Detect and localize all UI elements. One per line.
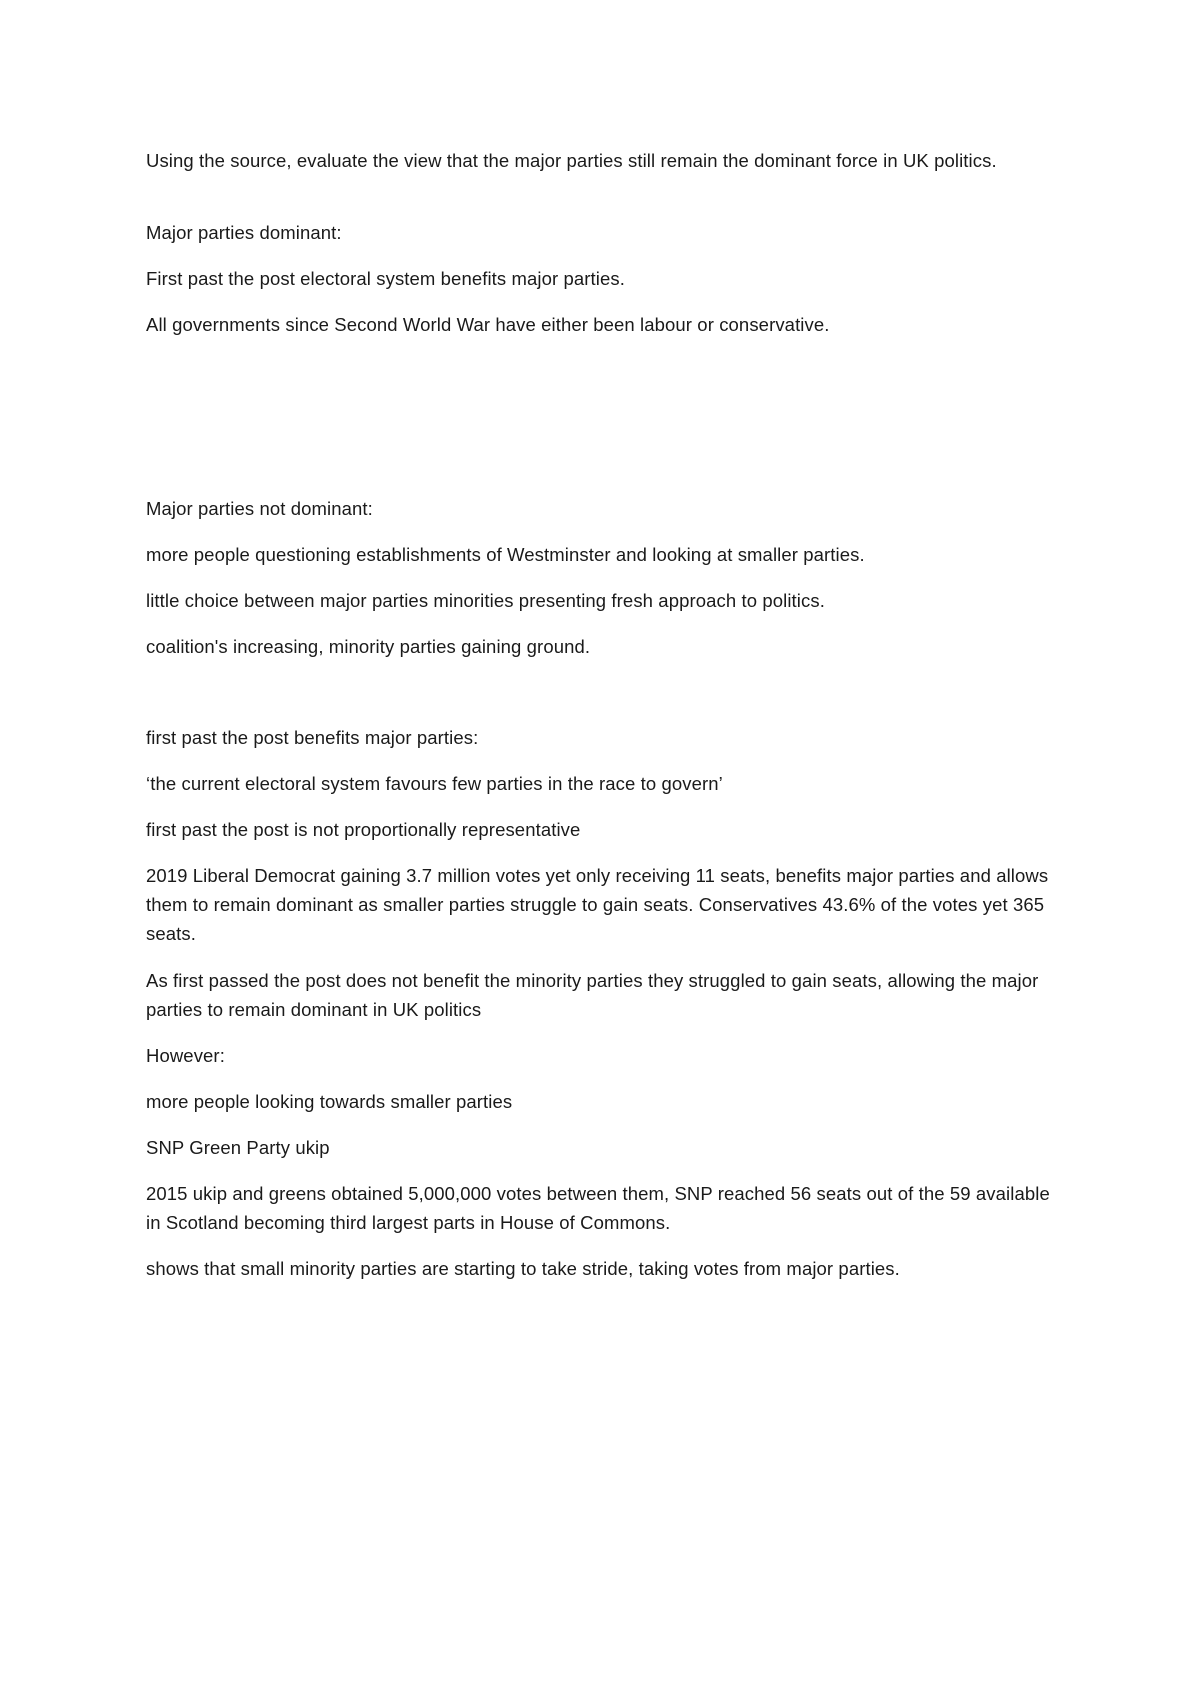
- paragraph: 2015 ukip and greens obtained 5,000,000 votes between them, SNP reached 56 seats out of the 59 available in Scotland becoming third largest parts in House of Commons.: [146, 1183, 1050, 1233]
- section-heading-dominant: Major parties dominant:: [146, 222, 342, 243]
- paragraph: All governments since Second World War have either been labour or conservative.: [146, 314, 830, 335]
- question-text: Using the source, evaluate the view that the major parties still remain the dominant force in UK politics.: [146, 150, 997, 171]
- paragraph: more people looking towards smaller parties: [146, 1091, 513, 1112]
- paragraph: shows that small minority parties are starting to take stride, taking votes from major parties.: [146, 1258, 900, 1279]
- however-label: However:: [146, 1045, 225, 1066]
- section-heading-fptp: first past the post benefits major parties:: [146, 727, 479, 748]
- section-heading-not-dominant: Major parties not dominant:: [146, 498, 373, 519]
- paragraph: 2019 Liberal Democrat gaining 3.7 million votes yet only receiving 11 seats, benefits major parties and allows them to remain dominant as smaller parties struggle to gain seats. Conservatives 43.6% of the votes yet 365 seats.: [146, 865, 1049, 944]
- paragraph: first past the post is not proportionally representative: [146, 819, 581, 840]
- paragraph: As first passed the post does not benefit the minority parties they struggled to gain seats, allowing the major parties to remain dominant in UK politics: [146, 970, 1039, 1020]
- paragraph: First past the post electoral system benefits major parties.: [146, 268, 625, 289]
- paragraph: little choice between major parties minorities presenting fresh approach to politics.: [146, 590, 825, 611]
- quote-text: ‘the current electoral system favours few parties in the race to govern’: [146, 773, 723, 794]
- paragraph: coalition's increasing, minority parties gaining ground.: [146, 636, 591, 657]
- paragraph: SNP Green Party ukip: [146, 1137, 330, 1158]
- paragraph: more people questioning establishments of Westminster and looking at smaller parties.: [146, 544, 865, 565]
